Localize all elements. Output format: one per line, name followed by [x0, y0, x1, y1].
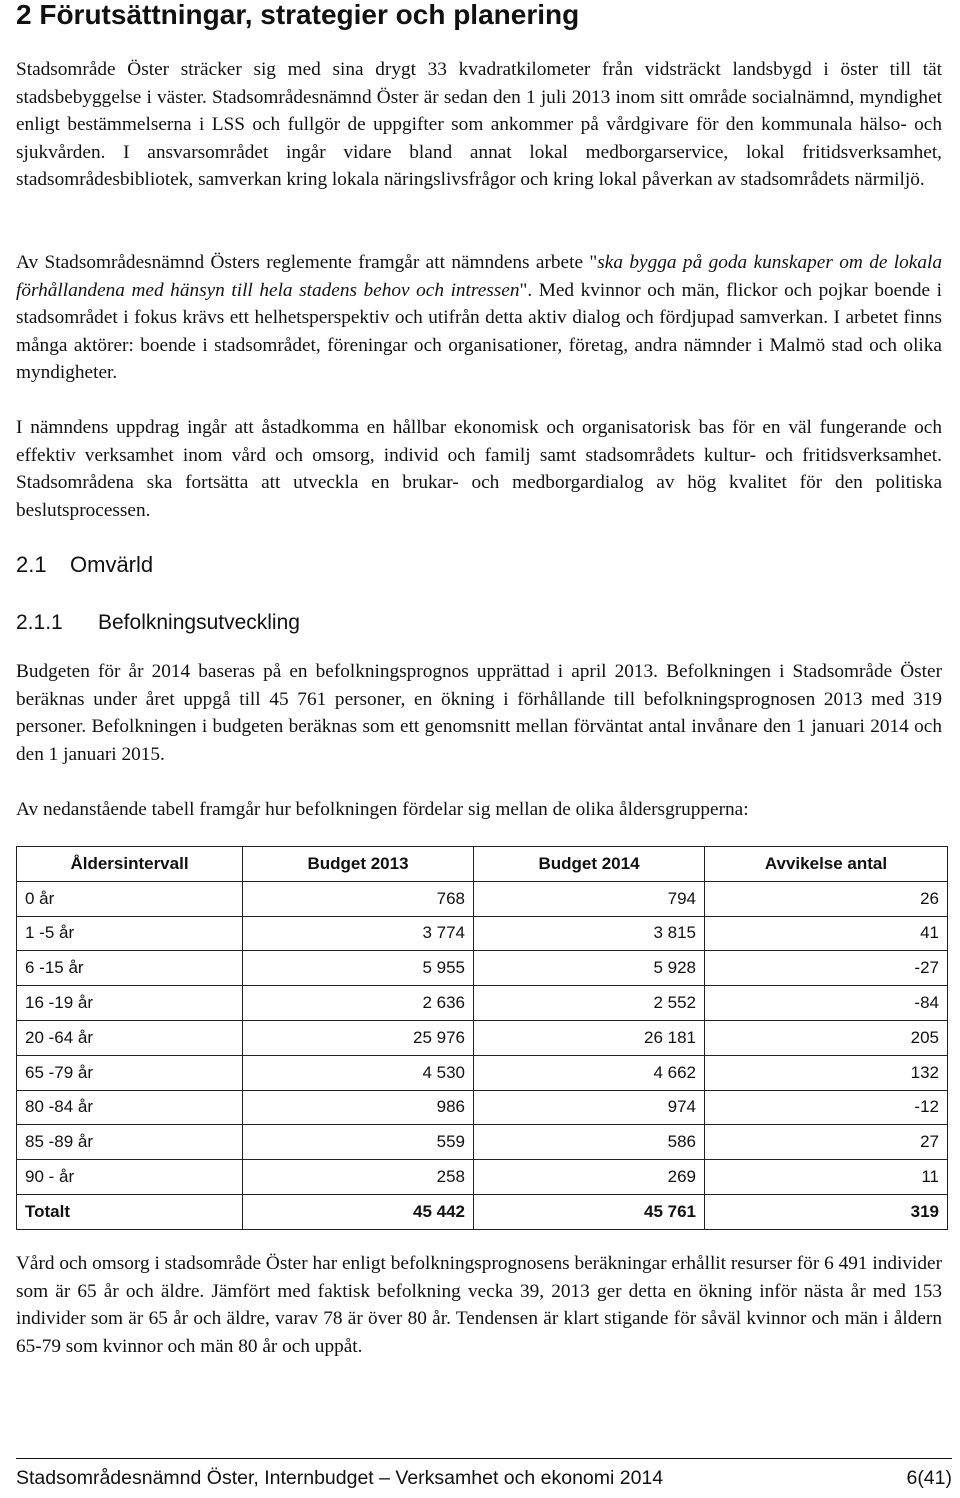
value-cell: 974 — [474, 1090, 705, 1125]
column-header: Budget 2013 — [243, 847, 474, 882]
section-heading: 2 Förutsättningar, strategier och planering — [16, 0, 580, 30]
table-row — [17, 916, 948, 951]
intro-paragraph: Stadsområde Öster sträcker sig med sina drygt 33 kvadratkilometer från vidsträckt landsbygd i öster till tät stadsbebyggelse i väster. Stadsområdesnämnd Öster är sedan den 1 juli 2013 inom sitt område socialnämnd, myndighet enligt bestämmelserna i LSS och fullgör de uppgifter som ankommer på vårdgivare för den kommunala hälso- och sjukvården. I ansvarsområdet ingår vidare bland annat lokal medborgarservice, lokal fritidsverksamhet, stadsområdesbibliotek, samverkan kring lokala näringslivsfrågor och kring lokal påverkan av stadsområdets närmiljö. — [16, 59, 942, 191]
table-row — [17, 951, 948, 986]
age-interval-cell: 90 - år — [17, 1160, 243, 1195]
value-cell: 4 530 — [243, 1055, 474, 1090]
value-cell: 986 — [243, 1090, 474, 1125]
value-cell: -27 — [705, 951, 948, 986]
subsection-heading-omvarld — [16, 552, 153, 578]
table-intro-paragraph: Av nedanstående tabell framgår hur befolkningen fördelar sig mellan de olika åldersgrupperna: — [16, 799, 749, 820]
table-row — [17, 1090, 948, 1125]
subsection-number: 2.1 — [16, 552, 47, 577]
table-row — [17, 881, 948, 916]
table-body — [17, 881, 948, 1229]
table-row — [17, 1160, 948, 1195]
population-paragraph: Budgeten för år 2014 baseras på en befolkningsprognos upprättad i april 2013. Befolkningen i Stadsområde Öster beräknas under året uppgå till 45 761 personer, en ökning i förhållande till befolkningsprognosen 2013 med 319 personer. Befolkningen i budgeten beräknas som ett genomsnitt mellan förväntat antal invånare den 1 januari 2014 och den 1 januari 2015. — [16, 661, 942, 765]
value-cell: 45 442 — [243, 1194, 474, 1229]
subsubsection-heading-befolkning — [16, 611, 300, 635]
value-cell: 5 928 — [474, 951, 705, 986]
value-cell: 319 — [705, 1194, 948, 1229]
age-interval-cell: 6 -15 år — [17, 951, 243, 986]
age-interval-cell: 65 -79 år — [17, 1055, 243, 1090]
elderly-care-paragraph: Vård och omsorg i stadsområde Öster har enligt befolkningsprognosens beräkningar erhållit resurser för 6 491 individer som är 65 år och äldre. Jämfört med faktisk befolkning vecka 39, 2013 ger detta en ökning inför nästa år med 153 individer som är 65 år och äldre, varav 78 är över 80 år. Tendensen är klart stigande för såväl kvinnor och män i åldern 65-79 som kvinnor och män 80 år och uppåt. — [16, 1253, 942, 1357]
population-table — [16, 846, 948, 1230]
value-cell: 26 — [705, 881, 948, 916]
value-cell: 205 — [705, 1020, 948, 1055]
column-header: Avvikelse antal — [705, 847, 948, 882]
page-footer — [16, 1458, 952, 1490]
value-cell: -12 — [705, 1090, 948, 1125]
age-interval-cell: 1 -5 år — [17, 916, 243, 951]
value-cell: 27 — [705, 1125, 948, 1160]
subsubsection-title: Befolkningsutveckling — [98, 611, 300, 634]
table-row — [17, 1125, 948, 1160]
value-cell: 11 — [705, 1160, 948, 1195]
value-cell: 269 — [474, 1160, 705, 1195]
table-total-row — [17, 1194, 948, 1229]
value-cell: 2 636 — [243, 986, 474, 1021]
table-row — [17, 1020, 948, 1055]
value-cell: 768 — [243, 881, 474, 916]
age-interval-cell: 20 -64 år — [17, 1020, 243, 1055]
column-header: Åldersintervall — [17, 847, 243, 882]
value-cell: 45 761 — [474, 1194, 705, 1229]
subsubsection-number: 2.1.1 — [16, 611, 63, 634]
value-cell: -84 — [705, 986, 948, 1021]
value-cell: 794 — [474, 881, 705, 916]
value-cell: 2 552 — [474, 986, 705, 1021]
age-interval-cell: 85 -89 år — [17, 1125, 243, 1160]
regulation-quote: ska bygga på goda kunskaper om de lokala förhållandena med hänsyn till hela stadens behov och intressen — [16, 252, 942, 301]
value-cell: 559 — [243, 1125, 474, 1160]
value-cell: 4 662 — [474, 1055, 705, 1090]
age-interval-cell: 80 -84 år — [17, 1090, 243, 1125]
table-row — [17, 1055, 948, 1090]
regulation-paragraph — [16, 249, 942, 387]
regulation-text-a: Av Stadsområdesnämnd Östers reglemente framgår att nämndens arbete " — [16, 252, 598, 273]
footer-title: Stadsområdesnämnd Öster, Internbudget – Verksamhet och ekonomi 2014 — [16, 1467, 664, 1489]
regulation-text-b: ". Med kvinnor och män, flickor och pojkar boende i stadsområdet i fokus krävs ett helhetsperspektiv och utifrån detta aktiv dialog och fördjupad samverkan. I arbetet finns många aktörer: boende i stadsområdet, föreningar och organisationer, företag, andra nämnder i Malmö stad och olika myndigheter. — [16, 279, 942, 384]
value-cell: 5 955 — [243, 951, 474, 986]
age-interval-cell: 16 -19 år — [17, 986, 243, 1021]
value-cell: 3 774 — [243, 916, 474, 951]
subsection-title: Omvärld — [70, 552, 154, 577]
mission-paragraph: I nämndens uppdrag ingår att åstadkomma en hållbar ekonomisk och organisatorisk bas för en väl fungerande och effektiv verksamhet inom vård och omsorg, individ och familj samt stadsområdets kultur- och fritidsverksamhet. Stadsområdena ska fortsätta att utveckla en brukar- och medborgardialog av hög kvalitet för den politiska beslutsprocessen. — [16, 417, 942, 521]
table-row — [17, 986, 948, 1021]
column-header: Budget 2014 — [474, 847, 705, 882]
value-cell: 3 815 — [474, 916, 705, 951]
page-number: 6(41) — [906, 1467, 952, 1489]
value-cell: 26 181 — [474, 1020, 705, 1055]
value-cell: 25 976 — [243, 1020, 474, 1055]
table-header-row — [17, 847, 948, 882]
age-interval-cell: Totalt — [17, 1194, 243, 1229]
age-interval-cell: 0 år — [17, 881, 243, 916]
value-cell: 132 — [705, 1055, 948, 1090]
value-cell: 258 — [243, 1160, 474, 1195]
value-cell: 586 — [474, 1125, 705, 1160]
value-cell: 41 — [705, 916, 948, 951]
